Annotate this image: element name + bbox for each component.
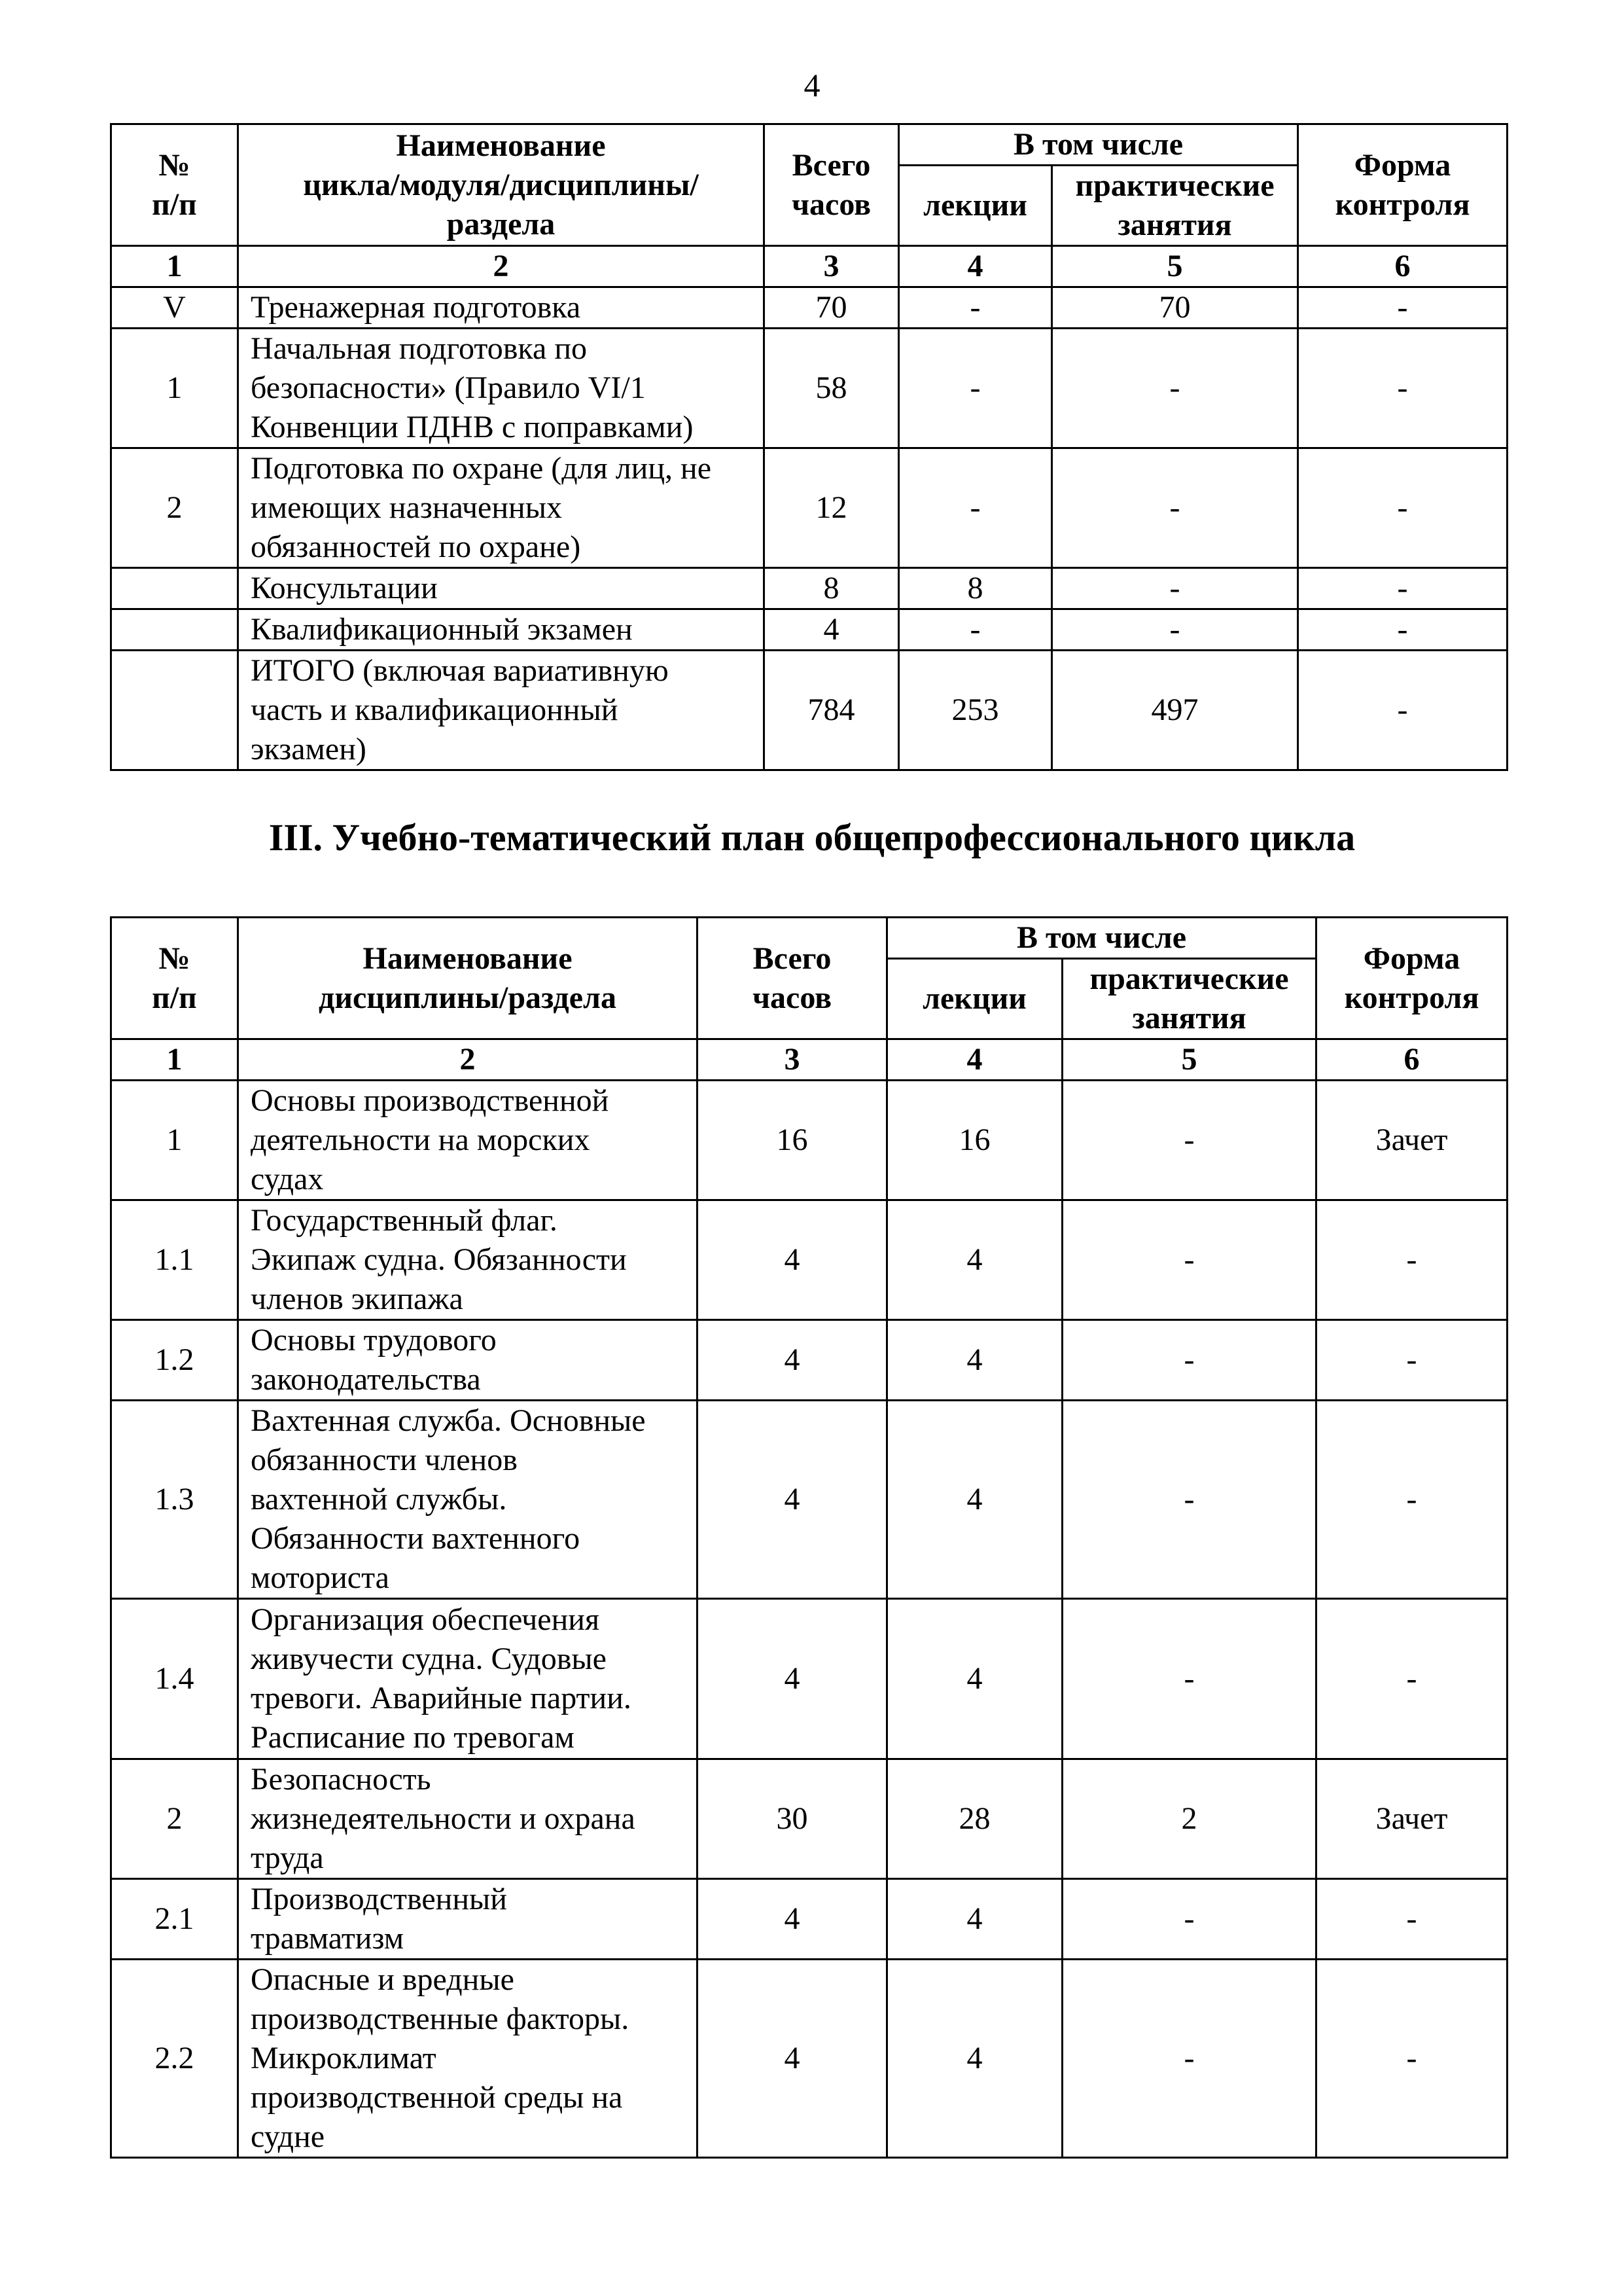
row-control: Зачет [1316,1759,1508,1879]
row-total: 8 [764,568,899,609]
curriculum-table-continued [110,123,1508,771]
row-practice: 497 [1052,651,1298,770]
row-practice: - [1052,568,1298,609]
row-lectures: 4 [887,1200,1063,1320]
section-title: III. Учебно-тематический план общепрофессионального цикла [268,816,1356,859]
header-lectures: лекции [887,959,1063,1039]
row-control: - [1298,287,1508,329]
table-row [111,651,1508,770]
row-total: 12 [764,448,899,568]
row-number [111,651,238,770]
row-total: 4 [697,1960,887,2158]
row-practice: - [1063,1401,1316,1599]
row-practice: - [1063,1200,1316,1320]
table-row [111,1320,1508,1401]
table-row [111,1759,1508,1879]
row-number: 1 [111,1081,238,1200]
row-lectures: - [899,609,1052,651]
column-number: 1 [111,1039,238,1081]
column-number: 2 [238,1039,697,1081]
row-number: 2 [111,448,238,568]
row-lectures: 4 [887,1879,1063,1960]
row-total: 784 [764,651,899,770]
row-practice: - [1052,448,1298,568]
row-practice: - [1063,1879,1316,1960]
table-row [111,1960,1508,2158]
row-lectures: 4 [887,1599,1063,1759]
column-number: 6 [1298,246,1508,287]
header-practice: практические занятия [1063,959,1316,1039]
table-row [111,1401,1508,1599]
row-number: 1.4 [111,1599,238,1759]
row-total: 16 [697,1081,887,1200]
row-control: - [1298,609,1508,651]
column-number: 5 [1063,1039,1316,1081]
row-control: - [1316,1960,1508,2158]
row-control: - [1298,568,1508,609]
table-row [111,1081,1508,1200]
column-number: 4 [899,246,1052,287]
column-number: 3 [764,246,899,287]
curriculum-table [110,916,1508,2159]
row-number: 1.1 [111,1200,238,1320]
table-row [111,329,1508,448]
row-control: - [1316,1599,1508,1759]
row-control: - [1316,1879,1508,1960]
row-name: Опасные и вредные производственные факторы. Микроклимат производственной среды на судне [238,1960,697,2158]
row-lectures: 28 [887,1759,1063,1879]
column-number: 6 [1316,1039,1508,1081]
header-num: № п/п [111,124,238,246]
row-total: 30 [697,1759,887,1879]
row-control: - [1298,448,1508,568]
row-total: 4 [697,1599,887,1759]
header-practice: практические занятия [1052,166,1298,246]
table-row [111,1200,1508,1320]
column-number-row [111,246,1508,287]
row-total: 58 [764,329,899,448]
row-number: 1.3 [111,1401,238,1599]
row-practice: - [1063,1081,1316,1200]
row-total: 4 [697,1879,887,1960]
row-name: Подготовка по охране (для лиц, не имеющих назначенных обязанностей по охране) [238,448,764,568]
column-number: 1 [111,246,238,287]
row-name: Государственный флаг. Экипаж судна. Обязанности членов экипажа [238,1200,697,1320]
row-name: Безопасность жизнедеятельности и охрана труда [238,1759,697,1879]
header-num: № п/п [111,918,238,1039]
row-name: Основы трудового законодательства [238,1320,697,1401]
row-practice: - [1063,1960,1316,2158]
table-row [111,568,1508,609]
table-row [111,448,1508,568]
row-control: - [1298,651,1508,770]
page-number: 4 [803,67,821,103]
table-row [111,1599,1508,1759]
row-total: 70 [764,287,899,329]
row-name: Организация обеспечения живучести судна. Судовые тревоги. Аварийные партии. Расписание по тревогам [238,1599,697,1759]
row-name: Основы производственной деятельности на морских судах [238,1081,697,1200]
row-lectures: 8 [899,568,1052,609]
table-row [111,1879,1508,1960]
column-number: 4 [887,1039,1063,1081]
header-lectures: лекции [899,166,1052,246]
header-name: Наименование цикла/модуля/дисциплины/ раздела [238,124,764,246]
row-number [111,568,238,609]
row-lectures: 4 [887,1960,1063,2158]
column-number: 3 [697,1039,887,1081]
row-total: 4 [697,1401,887,1599]
row-name: Вахтенная служба. Основные обязанности членов вахтенной службы. Обязанности вахтенного моториста [238,1401,697,1599]
row-practice: 70 [1052,287,1298,329]
header-total: Всего часов [764,124,899,246]
row-lectures: 253 [899,651,1052,770]
row-number: V [111,287,238,329]
row-control: - [1316,1320,1508,1401]
row-number [111,609,238,651]
row-total: 4 [697,1200,887,1320]
row-lectures: - [899,287,1052,329]
row-control: - [1298,329,1508,448]
header-including: В том числе [899,124,1298,166]
header-including: В том числе [887,918,1316,959]
row-lectures: 4 [887,1320,1063,1401]
row-control: Зачет [1316,1081,1508,1200]
row-total: 4 [764,609,899,651]
row-name: ИТОГО (включая вариативную часть и квалификационный экзамен) [238,651,764,770]
row-control: - [1316,1401,1508,1599]
row-control: - [1316,1200,1508,1320]
row-total: 4 [697,1320,887,1401]
row-lectures: 4 [887,1401,1063,1599]
row-name: Консультации [238,568,764,609]
row-practice: 2 [1063,1759,1316,1879]
row-number: 2 [111,1759,238,1879]
row-name: Начальная подготовка по безопасности» (Правило VI/1 Конвенции ПДНВ с поправками) [238,329,764,448]
table-row [111,287,1508,329]
header-control: Форма контроля [1316,918,1508,1039]
row-number: 2.1 [111,1879,238,1960]
row-number: 2.2 [111,1960,238,2158]
row-lectures: - [899,329,1052,448]
row-name: Квалификационный экзамен [238,609,764,651]
table-row [111,609,1508,651]
row-name: Тренажерная подготовка [238,287,764,329]
column-number: 2 [238,246,764,287]
row-practice: - [1063,1599,1316,1759]
row-name: Производственный травматизм [238,1879,697,1960]
header-name: Наименование дисциплины/раздела [238,918,697,1039]
row-practice: - [1052,609,1298,651]
row-number: 1 [111,329,238,448]
row-practice: - [1052,329,1298,448]
column-number: 5 [1052,246,1298,287]
header-total: Всего часов [697,918,887,1039]
row-lectures: - [899,448,1052,568]
column-number-row [111,1039,1508,1081]
header-control: Форма контроля [1298,124,1508,246]
row-practice: - [1063,1320,1316,1401]
row-lectures: 16 [887,1081,1063,1200]
row-number: 1.2 [111,1320,238,1401]
